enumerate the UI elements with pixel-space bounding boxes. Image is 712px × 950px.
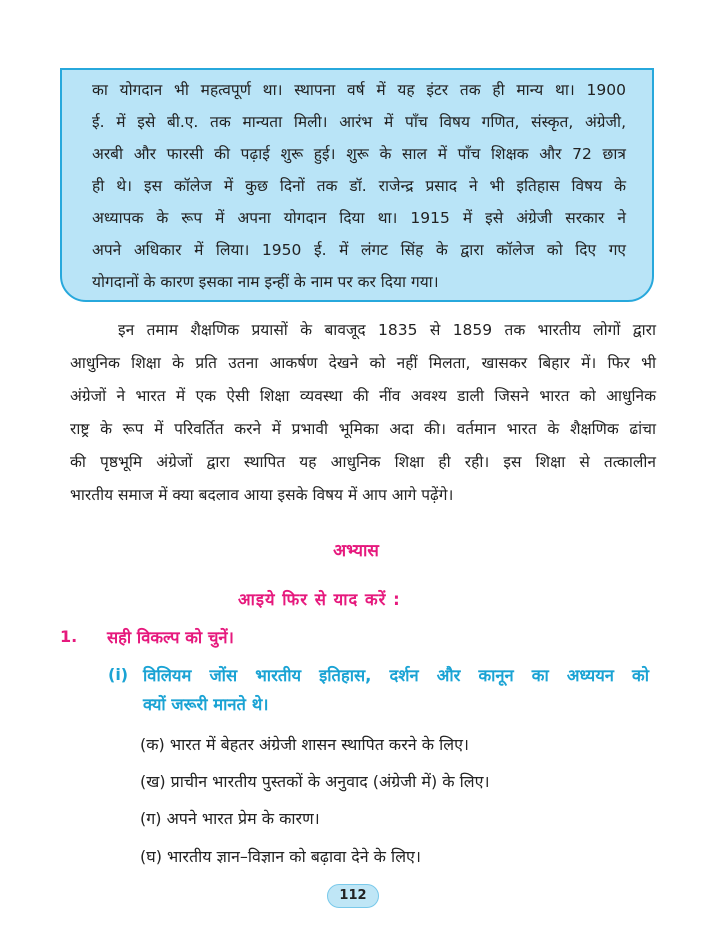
info-box-line: का योगदान भी महत्वपूर्ण था। स्थापना वर्ष में यह इंटर तक ही मान्य था। 1900 — [92, 81, 626, 99]
info-box-line: ई. में इसे बी.ए. तक मान्यता मिली। आरंभ में पाँच विषय गणित, संस्कृत, अंग्रेजी, — [92, 113, 626, 131]
info-box — [60, 68, 654, 302]
question-text: सही विकल्प को चुनें। — [107, 628, 234, 647]
paragraph-line: राष्ट्र के रूप में परिवर्तित करने में प्रभावी भूमिका अदा की। वर्तमान भारत के शैक्षणिक ढांचा — [70, 420, 656, 438]
sub-question-line: विलियम जोंस भारतीय इतिहास, दर्शन और कानून का अध्ययन को — [143, 666, 649, 685]
paragraph-line: अंग्रेजों ने भारत में एक ऐसी शिक्षा व्यवस्था की नींव अवश्य डाली जिसने भारत को आधुनिक — [70, 387, 656, 405]
exercise-heading: अभ्यास — [333, 541, 379, 561]
info-box-line: योगदानों के कारण इसका नाम इन्हीं के नाम पर कर दिया गया। — [92, 273, 439, 291]
info-box-line: अरबी और फारसी की पढ़ाई शुरू हुई। शुरू के साल में पाँच शिक्षक और 72 छात्र — [92, 145, 626, 163]
paragraph-line: भारतीय समाज में क्या बदलाव आया इसके विषय में आप आगे पढ़ेंगे। — [70, 486, 454, 504]
paragraph-line: इन तमाम शैक्षणिक प्रयासों के बावजूद 1835 से 1859 तक भारतीय लोगों द्वारा — [118, 321, 656, 339]
info-box-line: अपने अधिकार में लिया। 1950 ई. में लंगट सिंह के द्वारा कॉलेज को दिए गए — [92, 241, 626, 259]
question-number: 1. — [60, 627, 78, 646]
info-box-line: अध्यापक के रूप में अपना योगदान दिया था। 1915 में इसे अंग्रेजी सरकार ने — [92, 209, 626, 227]
info-box-line: ही थे। इस कॉलेज में कुछ दिनों तक डॉ. राजेन्द्र प्रसाद ने भी इतिहास विषय के — [92, 177, 626, 195]
option-gha: (घ) भारतीय ज्ञान–विज्ञान को बढ़ावा देने के लिए। — [140, 847, 421, 866]
paragraph-line: आधुनिक शिक्षा के प्रति उतना आकर्षण देखने को नहीं मिलता, खासकर बिहार में। फिर भी — [70, 354, 656, 372]
option-ka: (क) भारत में बेहतर अंग्रेजी शासन स्थापित करने के लिए। — [140, 735, 469, 754]
paragraph-line: की पृष्ठभूमि अंग्रेजों द्वारा स्थापित यह आधुनिक शिक्षा ही रही। इस शिक्षा से तत्कालीन — [70, 453, 656, 471]
option-ga: (ग) अपने भारत प्रेम के कारण। — [140, 809, 320, 828]
page-number: 112 — [327, 884, 379, 908]
option-kha: (ख) प्राचीन भारतीय पुस्तकों के अनुवाद (अंग्रेजी में) के लिए। — [140, 772, 490, 791]
sub-question-number: (i) — [108, 665, 129, 684]
exercise-subheading: आइये फिर से याद करें : — [238, 590, 401, 609]
sub-question-line: क्यों जरूरी मानते थे। — [143, 695, 269, 714]
